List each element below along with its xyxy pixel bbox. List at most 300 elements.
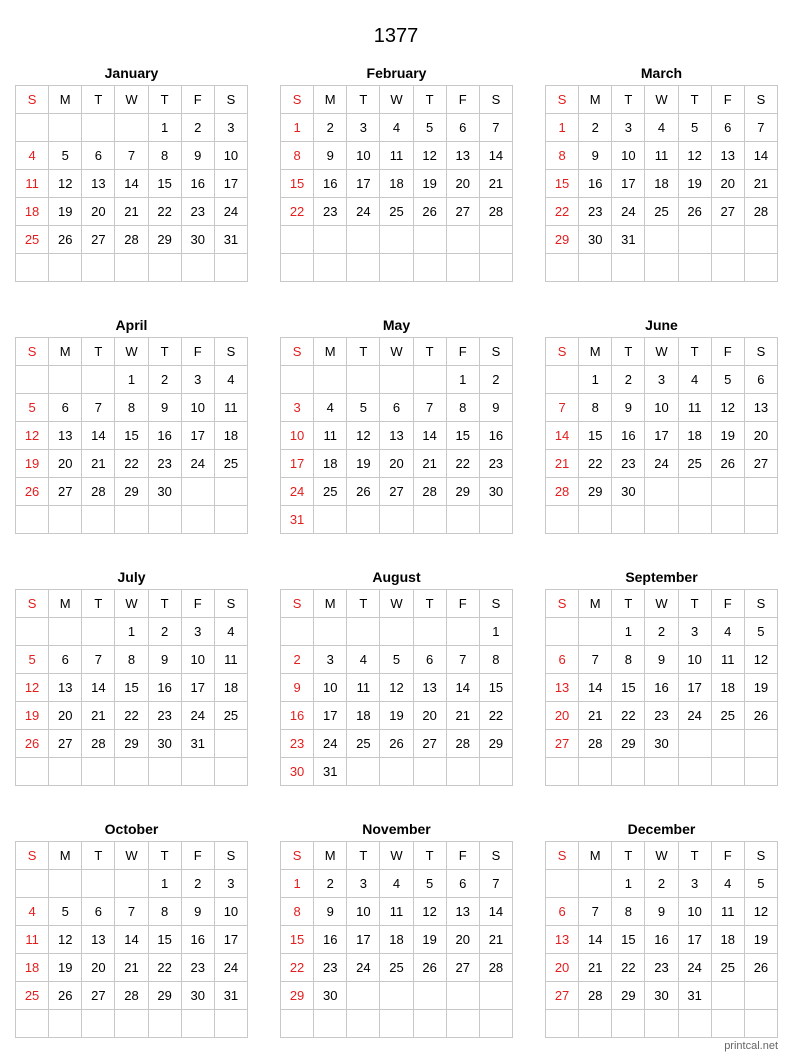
day-cell: 19 — [678, 170, 711, 198]
day-cell: 20 — [546, 954, 579, 982]
day-cell: 15 — [479, 674, 512, 702]
weekday-header: T — [82, 590, 115, 618]
day-cell: 8 — [281, 142, 314, 170]
day-cell: 16 — [479, 422, 512, 450]
day-cell: 16 — [314, 926, 347, 954]
empty-cell — [82, 254, 115, 282]
week-row — [546, 198, 778, 226]
week-row — [546, 646, 778, 674]
empty-cell — [115, 758, 148, 786]
week-row — [16, 1010, 248, 1038]
day-cell: 12 — [413, 142, 446, 170]
day-cell: 24 — [678, 954, 711, 982]
day-cell: 7 — [579, 898, 612, 926]
empty-cell — [678, 758, 711, 786]
empty-cell — [115, 506, 148, 534]
empty-cell — [49, 254, 82, 282]
weekday-header: M — [49, 842, 82, 870]
day-cell: 22 — [281, 198, 314, 226]
empty-cell — [181, 478, 214, 506]
empty-cell — [82, 506, 115, 534]
day-cell: 21 — [82, 702, 115, 730]
weekday-header: T — [82, 86, 115, 114]
day-cell: 15 — [115, 422, 148, 450]
empty-cell — [16, 506, 49, 534]
week-row — [546, 898, 778, 926]
empty-cell — [446, 618, 479, 646]
empty-cell — [546, 506, 579, 534]
day-cell: 27 — [380, 478, 413, 506]
empty-cell — [645, 758, 678, 786]
day-cell: 10 — [214, 142, 247, 170]
day-cell: 25 — [711, 702, 744, 730]
weekday-header: S — [744, 590, 777, 618]
day-cell: 27 — [82, 982, 115, 1010]
day-cell: 4 — [214, 618, 247, 646]
week-row — [281, 114, 513, 142]
empty-cell — [744, 758, 777, 786]
month-table — [545, 85, 778, 282]
weekday-header: W — [645, 842, 678, 870]
day-cell: 24 — [612, 198, 645, 226]
weekday-header: S — [281, 590, 314, 618]
day-cell: 19 — [744, 926, 777, 954]
day-cell: 29 — [281, 982, 314, 1010]
empty-cell — [413, 758, 446, 786]
empty-cell — [49, 506, 82, 534]
empty-cell — [579, 870, 612, 898]
day-cell: 4 — [16, 142, 49, 170]
week-row — [16, 506, 248, 534]
month-name: June — [645, 317, 678, 333]
day-cell: 28 — [115, 982, 148, 1010]
empty-cell — [546, 1010, 579, 1038]
week-row — [281, 170, 513, 198]
day-cell: 1 — [281, 114, 314, 142]
day-cell: 28 — [744, 198, 777, 226]
weekday-header: T — [347, 842, 380, 870]
day-cell: 26 — [380, 730, 413, 758]
day-cell: 3 — [678, 618, 711, 646]
empty-cell — [115, 114, 148, 142]
empty-cell — [479, 758, 512, 786]
empty-cell — [645, 478, 678, 506]
empty-cell — [479, 506, 512, 534]
empty-cell — [579, 618, 612, 646]
day-cell: 18 — [16, 954, 49, 982]
day-cell: 29 — [115, 730, 148, 758]
day-cell: 31 — [214, 982, 247, 1010]
day-cell: 25 — [678, 450, 711, 478]
day-cell: 25 — [711, 954, 744, 982]
day-cell: 6 — [744, 366, 777, 394]
week-row — [16, 254, 248, 282]
day-cell: 20 — [380, 450, 413, 478]
day-cell: 2 — [281, 646, 314, 674]
empty-cell — [214, 1010, 247, 1038]
day-cell: 30 — [579, 226, 612, 254]
day-cell: 11 — [214, 646, 247, 674]
day-cell: 21 — [744, 170, 777, 198]
day-cell: 15 — [148, 170, 181, 198]
month-table — [280, 85, 513, 282]
day-cell: 26 — [49, 982, 82, 1010]
empty-cell — [711, 982, 744, 1010]
day-cell: 8 — [115, 646, 148, 674]
day-cell: 19 — [16, 450, 49, 478]
weekday-header: S — [16, 86, 49, 114]
day-cell: 5 — [413, 870, 446, 898]
weekday-header: F — [711, 842, 744, 870]
day-cell: 24 — [181, 450, 214, 478]
empty-cell — [16, 1010, 49, 1038]
month-april — [15, 315, 248, 534]
day-cell: 12 — [16, 674, 49, 702]
week-row — [16, 422, 248, 450]
day-cell: 11 — [380, 142, 413, 170]
empty-cell — [314, 618, 347, 646]
empty-cell — [347, 254, 380, 282]
day-cell: 3 — [347, 114, 380, 142]
site-credit: printcal.net — [724, 1040, 778, 1052]
weekday-header: T — [678, 590, 711, 618]
weekday-header: M — [579, 590, 612, 618]
weekday-header: S — [744, 842, 777, 870]
month-table — [545, 841, 778, 1038]
week-row — [16, 198, 248, 226]
day-cell: 4 — [214, 366, 247, 394]
day-cell: 15 — [148, 926, 181, 954]
empty-cell — [49, 366, 82, 394]
day-cell: 28 — [479, 954, 512, 982]
month-table — [280, 589, 513, 786]
day-cell: 30 — [612, 478, 645, 506]
day-cell: 13 — [546, 674, 579, 702]
day-cell: 19 — [347, 450, 380, 478]
week-row — [546, 142, 778, 170]
weekday-header: F — [181, 590, 214, 618]
day-cell: 3 — [181, 618, 214, 646]
day-cell: 7 — [115, 142, 148, 170]
week-row — [281, 954, 513, 982]
day-cell: 21 — [446, 702, 479, 730]
month-table — [15, 841, 248, 1038]
day-cell: 27 — [711, 198, 744, 226]
weekday-header: M — [579, 842, 612, 870]
day-cell: 27 — [413, 730, 446, 758]
day-cell: 6 — [82, 142, 115, 170]
day-cell: 13 — [546, 926, 579, 954]
empty-cell — [49, 758, 82, 786]
day-cell: 23 — [479, 450, 512, 478]
day-cell: 2 — [645, 618, 678, 646]
day-cell: 17 — [181, 422, 214, 450]
empty-cell — [645, 506, 678, 534]
weekday-header: M — [49, 86, 82, 114]
weekday-header: W — [645, 590, 678, 618]
week-row — [281, 394, 513, 422]
empty-cell — [744, 730, 777, 758]
day-cell: 15 — [281, 926, 314, 954]
day-cell: 24 — [314, 730, 347, 758]
empty-cell — [214, 758, 247, 786]
empty-cell — [546, 618, 579, 646]
empty-cell — [49, 114, 82, 142]
day-cell: 16 — [181, 170, 214, 198]
day-cell: 18 — [214, 422, 247, 450]
week-row — [16, 730, 248, 758]
week-row — [281, 982, 513, 1010]
day-cell: 14 — [744, 142, 777, 170]
empty-cell — [347, 758, 380, 786]
empty-cell — [347, 226, 380, 254]
empty-cell — [744, 982, 777, 1010]
day-cell: 9 — [645, 898, 678, 926]
day-cell: 6 — [49, 394, 82, 422]
day-cell: 17 — [181, 674, 214, 702]
empty-cell — [678, 226, 711, 254]
day-cell: 18 — [214, 674, 247, 702]
day-cell: 7 — [82, 394, 115, 422]
day-cell: 7 — [446, 646, 479, 674]
day-cell: 11 — [380, 898, 413, 926]
day-cell: 27 — [744, 450, 777, 478]
weekday-header: S — [214, 86, 247, 114]
day-cell: 8 — [446, 394, 479, 422]
day-cell: 18 — [645, 170, 678, 198]
empty-cell — [479, 254, 512, 282]
day-cell: 16 — [148, 674, 181, 702]
weekday-header: S — [546, 842, 579, 870]
day-cell: 11 — [678, 394, 711, 422]
weekday-header: F — [711, 338, 744, 366]
month-table — [15, 337, 248, 534]
empty-cell — [347, 366, 380, 394]
day-cell: 6 — [82, 898, 115, 926]
day-cell: 13 — [413, 674, 446, 702]
empty-cell — [711, 758, 744, 786]
empty-cell — [347, 618, 380, 646]
day-cell: 28 — [413, 478, 446, 506]
empty-cell — [82, 1010, 115, 1038]
day-cell: 10 — [314, 674, 347, 702]
day-cell: 4 — [347, 646, 380, 674]
week-row — [546, 254, 778, 282]
day-cell: 11 — [16, 926, 49, 954]
day-cell: 26 — [744, 702, 777, 730]
day-cell: 4 — [645, 114, 678, 142]
day-cell: 17 — [612, 170, 645, 198]
empty-cell — [181, 1010, 214, 1038]
day-cell: 23 — [148, 702, 181, 730]
day-cell: 25 — [380, 198, 413, 226]
day-cell: 4 — [380, 114, 413, 142]
day-cell: 21 — [579, 954, 612, 982]
day-cell: 24 — [214, 198, 247, 226]
weekday-header-row — [16, 338, 248, 366]
day-cell: 8 — [148, 142, 181, 170]
day-cell: 15 — [446, 422, 479, 450]
day-cell: 5 — [744, 870, 777, 898]
empty-cell — [413, 1010, 446, 1038]
day-cell: 12 — [413, 898, 446, 926]
empty-cell — [314, 254, 347, 282]
day-cell: 16 — [281, 702, 314, 730]
day-cell: 8 — [546, 142, 579, 170]
week-row — [281, 646, 513, 674]
empty-cell — [380, 618, 413, 646]
year-title: 1377 — [373, 25, 419, 47]
day-cell: 23 — [314, 954, 347, 982]
empty-cell — [148, 758, 181, 786]
day-cell: 21 — [579, 702, 612, 730]
empty-cell — [281, 1010, 314, 1038]
empty-cell — [16, 366, 49, 394]
day-cell: 3 — [678, 870, 711, 898]
day-cell: 3 — [645, 366, 678, 394]
empty-cell — [413, 226, 446, 254]
month-january — [15, 63, 248, 282]
empty-cell — [49, 1010, 82, 1038]
day-cell: 12 — [711, 394, 744, 422]
empty-cell — [82, 758, 115, 786]
day-cell: 29 — [115, 478, 148, 506]
weekday-header: S — [744, 86, 777, 114]
empty-cell — [16, 618, 49, 646]
day-cell: 14 — [546, 422, 579, 450]
weekday-header: T — [678, 86, 711, 114]
day-cell: 14 — [82, 674, 115, 702]
empty-cell — [281, 618, 314, 646]
day-cell: 4 — [678, 366, 711, 394]
weekday-header: S — [479, 86, 512, 114]
day-cell: 14 — [446, 674, 479, 702]
day-cell: 17 — [214, 170, 247, 198]
day-cell: 26 — [413, 198, 446, 226]
weekday-header: S — [744, 338, 777, 366]
weekday-header: M — [314, 338, 347, 366]
weekday-header: S — [546, 590, 579, 618]
empty-cell — [82, 114, 115, 142]
day-cell: 7 — [546, 394, 579, 422]
empty-cell — [546, 870, 579, 898]
empty-cell — [612, 1010, 645, 1038]
day-cell: 8 — [281, 898, 314, 926]
day-cell: 23 — [148, 450, 181, 478]
day-cell: 29 — [148, 226, 181, 254]
day-cell: 20 — [49, 450, 82, 478]
week-row — [281, 618, 513, 646]
day-cell: 25 — [16, 226, 49, 254]
week-row — [546, 506, 778, 534]
month-name: August — [372, 569, 421, 585]
empty-cell — [380, 758, 413, 786]
day-cell: 14 — [115, 170, 148, 198]
day-cell: 1 — [148, 114, 181, 142]
empty-cell — [413, 506, 446, 534]
day-cell: 19 — [413, 926, 446, 954]
week-row — [281, 926, 513, 954]
day-cell: 7 — [744, 114, 777, 142]
empty-cell — [645, 226, 678, 254]
weekday-header: T — [82, 338, 115, 366]
day-cell: 5 — [744, 618, 777, 646]
weekday-header: W — [645, 338, 678, 366]
day-cell: 3 — [612, 114, 645, 142]
month-november — [280, 819, 513, 1038]
empty-cell — [115, 870, 148, 898]
day-cell: 25 — [314, 478, 347, 506]
day-cell: 3 — [214, 114, 247, 142]
day-cell: 14 — [82, 422, 115, 450]
day-cell: 9 — [645, 646, 678, 674]
weekday-header: T — [612, 842, 645, 870]
month-name: February — [366, 65, 427, 81]
weekday-header: W — [115, 86, 148, 114]
day-cell: 30 — [148, 478, 181, 506]
week-row — [281, 870, 513, 898]
weekday-header-row — [546, 590, 778, 618]
empty-cell — [347, 506, 380, 534]
day-cell: 24 — [181, 702, 214, 730]
weekday-header: F — [446, 590, 479, 618]
day-cell: 11 — [645, 142, 678, 170]
month-table — [545, 589, 778, 786]
weekday-header: S — [281, 86, 314, 114]
day-cell: 25 — [16, 982, 49, 1010]
day-cell: 19 — [16, 702, 49, 730]
day-cell: 10 — [347, 898, 380, 926]
day-cell: 25 — [645, 198, 678, 226]
week-row — [16, 758, 248, 786]
empty-cell — [678, 506, 711, 534]
empty-cell — [579, 506, 612, 534]
empty-cell — [214, 254, 247, 282]
day-cell: 16 — [181, 926, 214, 954]
day-cell: 20 — [711, 170, 744, 198]
day-cell: 19 — [49, 198, 82, 226]
day-cell: 1 — [612, 870, 645, 898]
week-row — [546, 982, 778, 1010]
week-row — [281, 898, 513, 926]
day-cell: 21 — [546, 450, 579, 478]
weekday-header: T — [612, 338, 645, 366]
day-cell: 23 — [314, 198, 347, 226]
day-cell: 8 — [612, 646, 645, 674]
day-cell: 30 — [181, 982, 214, 1010]
week-row — [546, 114, 778, 142]
weekday-header-row — [16, 590, 248, 618]
weekday-header: M — [314, 590, 347, 618]
day-cell: 15 — [281, 170, 314, 198]
day-cell: 9 — [479, 394, 512, 422]
empty-cell — [711, 1010, 744, 1038]
day-cell: 31 — [281, 506, 314, 534]
month-table — [280, 337, 513, 534]
day-cell: 20 — [546, 702, 579, 730]
weekday-header: T — [413, 338, 446, 366]
day-cell: 11 — [214, 394, 247, 422]
day-cell: 12 — [380, 674, 413, 702]
month-march — [545, 63, 778, 282]
day-cell: 8 — [148, 898, 181, 926]
weekday-header: M — [49, 338, 82, 366]
empty-cell — [744, 1010, 777, 1038]
month-name: December — [627, 821, 696, 837]
weekday-header: T — [612, 590, 645, 618]
day-cell: 18 — [711, 926, 744, 954]
week-row — [546, 1010, 778, 1038]
